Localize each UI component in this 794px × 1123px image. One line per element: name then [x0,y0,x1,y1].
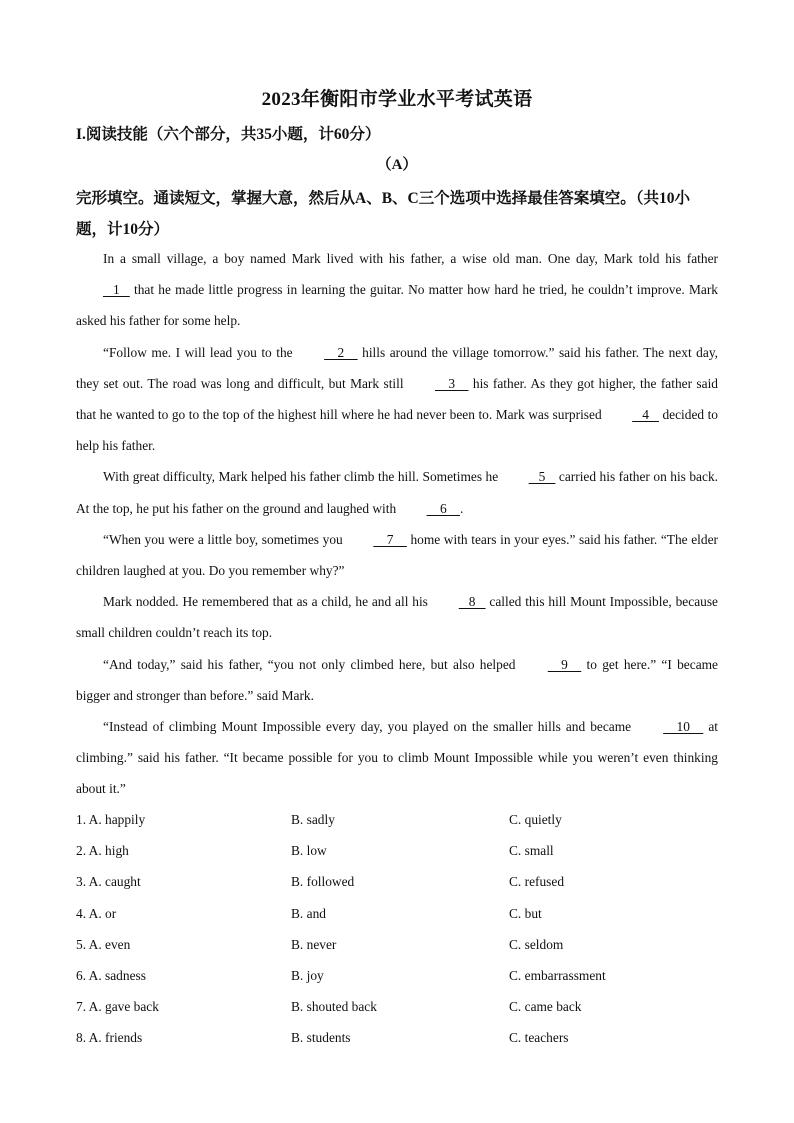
paragraph: “Follow me. I will lead you to the 2 hills around the village tomorrow.” said his father. The next day, they set out. The road was long and difficult, but Mark still 3 his father. As they got higher, the father said that he wanted to go to the top of the highest hill where he had never been to. Mark was surprised 4 decided to help his father. [76,337,718,462]
passage [76,243,718,805]
blank-8: 8 [458,594,486,610]
option-row: 7. A. gave back B. shouted back C. came back [76,991,718,1022]
page-title: 2023年衡阳市学业水平考试英语 [261,89,533,110]
option-a: A. caught [88,874,141,890]
paragraph: Mark nodded. He remembered that as a child, he and all his 8 called this hill Mount Impossible, because small children couldn’t reach its top. [76,586,718,648]
option-c: C. small [509,843,554,859]
option-a: A. happily [88,812,146,827]
option-b: B. followed [291,874,355,890]
part-label: （A） [376,157,418,173]
blank-7: 7 [373,531,407,547]
options-list [76,804,718,1054]
blank-6: 6 [426,500,461,516]
option-c: C. embarrassment [509,967,606,983]
option-row: 8. A. friends B. students C. teachers [76,1022,718,1053]
option-b: B. students [291,1030,351,1046]
blank-1: 1 [103,282,130,298]
blank-10: 10 [663,719,704,735]
option-c: C. seldom [509,936,564,952]
option-c: C. teachers [509,1030,569,1046]
option-a: A. even [88,936,131,952]
option-c: C. refused [509,874,565,890]
option-c: C. quietly [509,812,562,827]
blank-4: 4 [632,407,659,423]
option-b: B. joy [291,967,324,983]
blank-9: 9 [547,656,582,672]
option-c: C. but [509,905,542,921]
option-b: B. sadly [291,812,335,827]
paragraph: “Instead of climbing Mount Impossible every day, you played on the smaller hills and became 10 at climbing.” said his father. “It became possible for you to climb Mount Impossible while you weren’t even thinking about it.” [76,711,718,805]
option-a: A. friends [88,1030,143,1046]
blank-2: 2 [324,344,358,360]
paragraph: “And today,” said his father, “you not only climbed here, but also helped 9 to get here.” “I became bigger and stronger than before.” said Mark. [76,649,718,711]
paragraph: In a small village, a boy named Mark lived with his father, a wise old man. One day, Mark told his father 1 that he made little progress in learning the guitar. No matter how hard he tried, he couldn’t improve. Mark asked his father for some help. [76,251,718,329]
paragraph: With great difficulty, Mark helped his father climb the hill. Sometimes he 5 carried his father on his back. At the top, he put his father on the ground and laughed with 6 . [76,461,718,523]
option-c: C. came back [509,999,582,1015]
blank-5: 5 [528,469,556,485]
blank-3: 3 [434,375,469,391]
option-row: 1. A. happily B. sadly C. quietly [76,804,718,835]
section-heading: I.阅读技能（六个部分，共35小题，计60分） [76,126,381,143]
option-a: A. high [88,843,129,859]
option-row: 6. A. sadness B. joy C. embarrassment [76,960,718,991]
option-a: A. sadness [88,967,146,983]
option-row: 3. A. caught B. followed C. refused [76,866,718,897]
option-a: A. gave back [88,999,159,1015]
option-row: 2. A. high B. low C. small [76,835,718,866]
option-b: B. shouted back [291,999,377,1015]
option-b: B. never [291,936,337,952]
option-b: B. and [291,905,326,921]
paragraph: “When you were a little boy, sometimes you 7 home with tears in your eyes.” said his father. “The elder children laughed at you. Do you remember why?” [76,524,718,586]
option-row: 5. A. even B. never C. seldom [76,929,718,960]
option-row: 4. A. or B. and C. but [76,898,718,929]
instructions: 完形填空。通读短文，掌握大意，然后从A、B、C三个选项中选择最佳答案填空。（共10小题，计10分） [76,190,690,238]
option-b: B. low [291,843,327,859]
option-a: A. or [88,905,117,921]
